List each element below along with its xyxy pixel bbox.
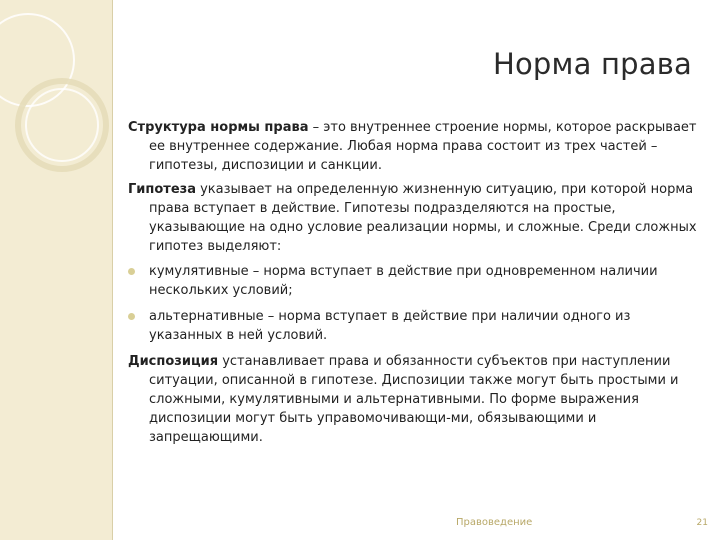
term-disposition: Диспозиция bbox=[128, 354, 219, 369]
bullet-dot-icon bbox=[128, 268, 135, 275]
decorative-ring bbox=[18, 81, 106, 169]
bullet-text: альтернативные – норма вступает в действие при наличии одного из указанных в ней условий. bbox=[149, 309, 631, 343]
paragraph-disposition bbox=[128, 352, 700, 447]
text-hypothesis: указывает на определенную жизненную ситуацию, при которой норма права вступает в действие. Гипотезы подразделяются на простые, указывающие на одно условие реализации нормы, и сложные. Среди сложных гипотез выделяют: bbox=[149, 182, 697, 254]
bullet-item bbox=[128, 307, 700, 345]
slide-content bbox=[128, 118, 700, 452]
bullet-text: кумулятивные – норма вступает в действие при одновременном наличии нескольких условий; bbox=[149, 264, 658, 298]
bullet-dot-icon bbox=[128, 313, 135, 320]
decorative-circle-inner bbox=[26, 89, 98, 161]
paragraph-hypothesis bbox=[128, 180, 700, 256]
bullet-item bbox=[128, 262, 700, 300]
page-number: 21 bbox=[696, 518, 708, 528]
text-disposition: устанавливает права и обязанности субъектов при наступлении ситуации, описанной в гипотезе. Диспозиции также могут быть простыми и сложными, кумулятивными и альтернативными. По форме выражения диспозиции могут быть управомочивающи-ми, обязывающими и запрещающими. bbox=[149, 354, 679, 445]
decorative-circles bbox=[0, 0, 130, 200]
term-hypothesis: Гипотеза bbox=[128, 182, 196, 197]
paragraph-structure bbox=[128, 118, 700, 175]
term-structure: Структура нормы права bbox=[128, 120, 309, 135]
text-structure: – это внутреннее строение нормы, которое раскрывает ее внутреннее содержание. Любая норма права состоит из трех частей – гипотезы, диспозиции и санкции. bbox=[149, 120, 697, 173]
footer-subject: Правоведение bbox=[456, 517, 533, 528]
slide-title: Норма права bbox=[492, 47, 692, 81]
